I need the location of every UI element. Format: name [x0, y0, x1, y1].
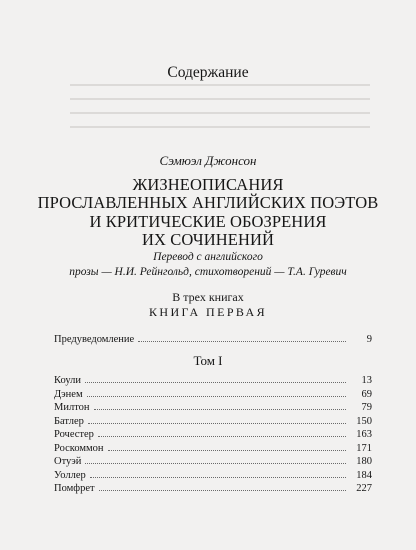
author-name: Сэмюэл Джонсон — [159, 153, 257, 168]
preface-row[interactable] — [54, 332, 372, 346]
toc-page-number: 79 — [361, 402, 372, 413]
translation-line: Перевод с английского — [153, 251, 263, 263]
toc-row[interactable] — [54, 468, 372, 482]
toc-row[interactable] — [54, 414, 372, 428]
toc-entry-title: Дэнем — [54, 388, 83, 400]
bleed-through-text — [70, 112, 370, 114]
translation-line: прозы — Н.И. Рейнгольд, стихотворений — Т.А. Гуревич — [69, 266, 347, 278]
toc-entry-title: Батлер — [54, 415, 84, 427]
dot-leader — [98, 427, 346, 437]
toc-entry-title: Отуэй — [54, 456, 82, 467]
toc-row[interactable] — [54, 400, 372, 414]
toc-row[interactable] — [54, 427, 372, 441]
toc-entry-title: Предуведомление — [54, 334, 135, 345]
toc-entry-title: Уоллер — [54, 469, 86, 481]
bleed-through-text — [70, 84, 370, 86]
book-label: КНИГА ПЕРВАЯ — [148, 305, 268, 319]
volumes-note: В трех книгах — [172, 290, 244, 304]
toc-entry-title: Рочестер — [54, 429, 94, 440]
volume-label: Том I — [193, 353, 223, 368]
dot-leader — [108, 441, 346, 451]
toc-entry-title: Роскоммон — [54, 442, 104, 454]
dot-leader — [94, 400, 346, 410]
contents-heading: Содержание — [167, 64, 249, 81]
toc-page-number: 184 — [356, 469, 372, 481]
dot-leader — [85, 373, 346, 383]
toc-entry-title: Милтон — [54, 402, 90, 413]
toc-row[interactable] — [54, 481, 372, 495]
toc-row[interactable] — [54, 454, 372, 468]
bleed-through-text — [70, 98, 370, 100]
dot-leader — [88, 414, 346, 424]
bleed-through-text — [70, 126, 370, 128]
dot-leader — [99, 481, 346, 491]
toc-page-number: 171 — [356, 442, 372, 454]
toc-row[interactable] — [54, 441, 372, 455]
toc-page-number: 69 — [361, 388, 372, 400]
toc-page-number: 227 — [356, 483, 372, 494]
translation-credit — [0, 250, 416, 280]
dot-leader — [87, 387, 346, 397]
toc-page-number: 9 — [366, 334, 372, 345]
toc-entry-title: Коули — [54, 375, 81, 386]
work-title-line: ЖИЗНЕОПИСАНИЯ — [132, 175, 284, 194]
toc-row[interactable] — [54, 373, 372, 387]
dot-leader — [85, 454, 346, 464]
toc-page-number: 150 — [356, 415, 372, 427]
work-title — [0, 176, 416, 249]
toc-page-number: 180 — [356, 456, 372, 467]
dot-leader — [90, 468, 346, 478]
toc-row[interactable] — [54, 387, 372, 401]
toc-page-number: 163 — [356, 429, 372, 440]
dot-leader — [138, 332, 346, 342]
work-title-line: ПРОСЛАВЛЕННЫХ АНГЛИЙСКИХ ПОЭТОВ — [37, 193, 379, 213]
toc-list — [54, 373, 372, 495]
toc-page-number: 13 — [361, 375, 372, 386]
work-title-line: ИХ СОЧИНЕНИЙ — [141, 229, 275, 249]
work-title-line: И КРИТИЧЕСКИЕ ОБОЗРЕНИЯ — [89, 211, 327, 231]
toc-entry-title: Помфрет — [54, 483, 95, 494]
